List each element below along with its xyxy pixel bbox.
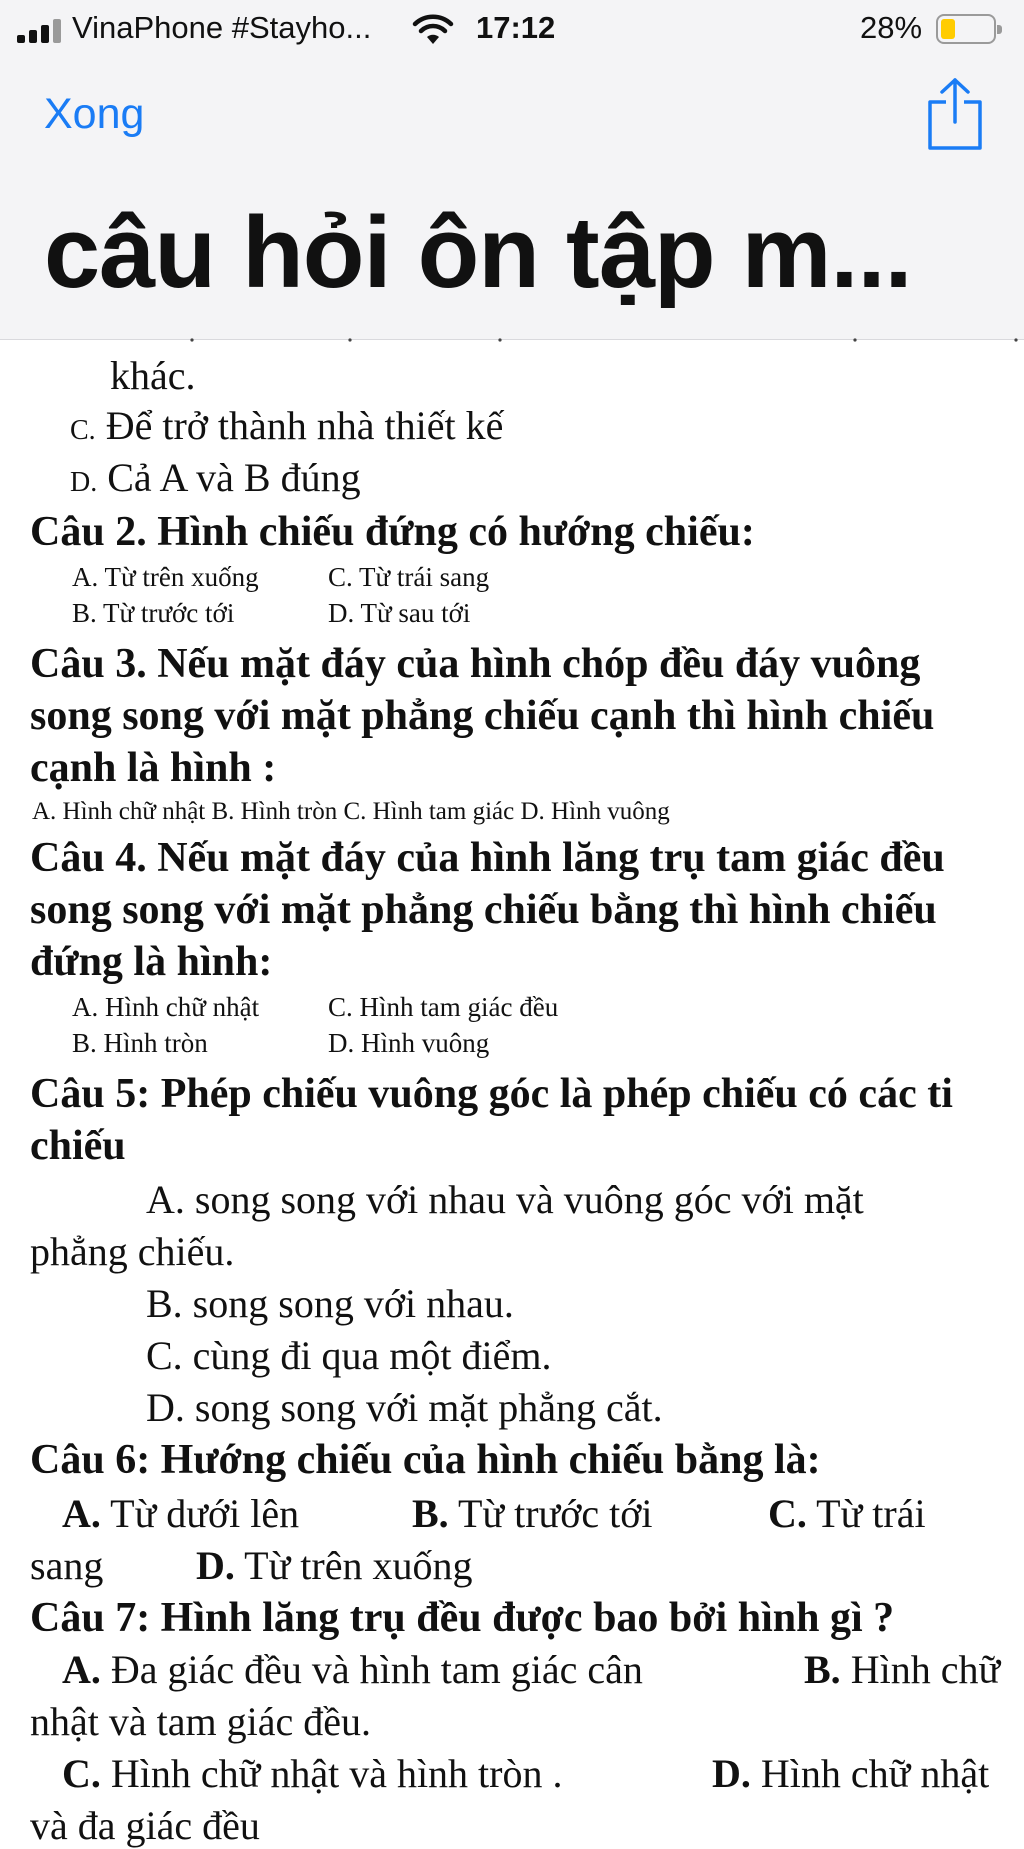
option-text: Từ trước tới (448, 1491, 653, 1536)
option-text: Từ dưới lên (100, 1491, 300, 1536)
option-label: D. (712, 1751, 751, 1796)
question-4-line-1: Câu 4. Nếu mặt đáy của hình lăng trụ tam giác đều (30, 835, 945, 881)
option-a-continued: phẳng chiếu. (30, 1229, 235, 1274)
option-text: Để trở thành nhà thiết kế (105, 403, 504, 448)
question-text: : Phép chiếu vuông góc là phép chiếu có các ti (136, 1071, 953, 1117)
question-2: Câu 2. Hình chiếu đứng có hướng chiếu: (30, 509, 755, 555)
option-a (62, 1490, 299, 1537)
status-bar (0, 0, 1024, 60)
question-4-line-2: song song với mặt phẳng chiếu bằng thì hình chiếu (30, 887, 937, 933)
option-label: C. (70, 415, 96, 446)
option-b (804, 1646, 1000, 1693)
text-line: khác. (110, 353, 196, 398)
option-c: C. Hình tam giác đều (328, 992, 559, 1022)
option-d (712, 1750, 989, 1797)
option-label: A. (62, 1491, 101, 1536)
question-label: Câu 5 (30, 1071, 137, 1117)
battery-level (941, 19, 955, 39)
question-3-line-2: song song với mặt phẳng chiếu cạnh thì hình chiếu (30, 693, 935, 739)
option-d: D. Từ sau tới (328, 598, 471, 628)
battery-icon (936, 14, 996, 44)
option-a: A. Từ trên xuống (72, 562, 259, 592)
option-label: A. (62, 1647, 101, 1692)
option-text: Hình chữ nhật và hình tròn . (100, 1751, 563, 1796)
option-d: D. Hình vuông (328, 1028, 490, 1058)
option-c: C. Từ trái sang (328, 562, 490, 592)
document-view[interactable] (0, 340, 1024, 1848)
option-label: B. (412, 1491, 449, 1536)
option-b: B. song song với nhau. (146, 1281, 514, 1326)
question-6: Câu 6: Hướng chiếu của hình chiếu bằng là: (30, 1437, 821, 1483)
option-a: A. song song với nhau và vuông góc với mặt (146, 1177, 864, 1222)
option-c-continued: sang (30, 1543, 104, 1588)
option-text: Hình chữ nhật (750, 1751, 990, 1796)
option-label: C. (768, 1491, 807, 1536)
done-button[interactable]: Xong (44, 90, 145, 138)
option-label: D. (70, 467, 98, 498)
question-7: Câu 7: Hình lăng trụ đều được bao bởi hình gì ? (30, 1595, 895, 1641)
option-c (70, 402, 503, 449)
option-d (196, 1542, 472, 1589)
wifi-icon (412, 14, 454, 46)
option-label: C. (62, 1751, 101, 1796)
option-b: B. Hình tròn (72, 1028, 208, 1058)
option-d: D. song song với mặt phẳng cắt. (146, 1385, 663, 1430)
question-3-options: A. Hình chữ nhật B. Hình tròn C. Hình tam giác D. Hình vuông (32, 798, 670, 825)
question-5-line-2: chiếu (30, 1123, 126, 1169)
page-edge-dots (0, 336, 1024, 344)
option-b: B. Từ trước tới (72, 598, 235, 628)
clock: 17:12 (476, 10, 556, 45)
option-c (62, 1750, 563, 1797)
option-c: C. cùng đi qua một điểm. (146, 1333, 552, 1378)
option-text: Cả A và B đúng (107, 455, 361, 500)
share-icon[interactable] (926, 76, 984, 152)
option-c (768, 1490, 926, 1537)
option-d (70, 454, 361, 501)
option-text: Từ trái (806, 1491, 926, 1536)
option-a: A. Hình chữ nhật (72, 992, 260, 1022)
signal-strength-icon (17, 19, 67, 43)
battery-percent: 28% (860, 10, 923, 45)
option-label: B. (804, 1647, 841, 1692)
option-label: D. (196, 1543, 235, 1588)
option-b (412, 1490, 652, 1537)
question-5-line-1 (30, 1070, 953, 1118)
option-a (62, 1646, 643, 1693)
question-4-line-3: đứng là hình: (30, 939, 273, 985)
option-text: Hình chữ (840, 1647, 1001, 1692)
question-3-line-3: cạnh là hình : (30, 745, 277, 791)
navigation-chrome (0, 0, 1024, 340)
option-text: Đa giác đều và hình tam giác cân (100, 1647, 643, 1692)
document-title: câu hỏi ôn tập m... (44, 197, 912, 309)
option-text: Từ trên xuống (234, 1543, 473, 1588)
question-3-line-1: Câu 3. Nếu mặt đáy của hình chóp đều đáy vuông (30, 641, 921, 687)
option-d-continued: và đa giác đều (30, 1803, 260, 1848)
carrier-name: VinaPhone #Stayho... (72, 10, 372, 45)
option-b-continued: nhật và tam giác đều. (30, 1699, 371, 1744)
